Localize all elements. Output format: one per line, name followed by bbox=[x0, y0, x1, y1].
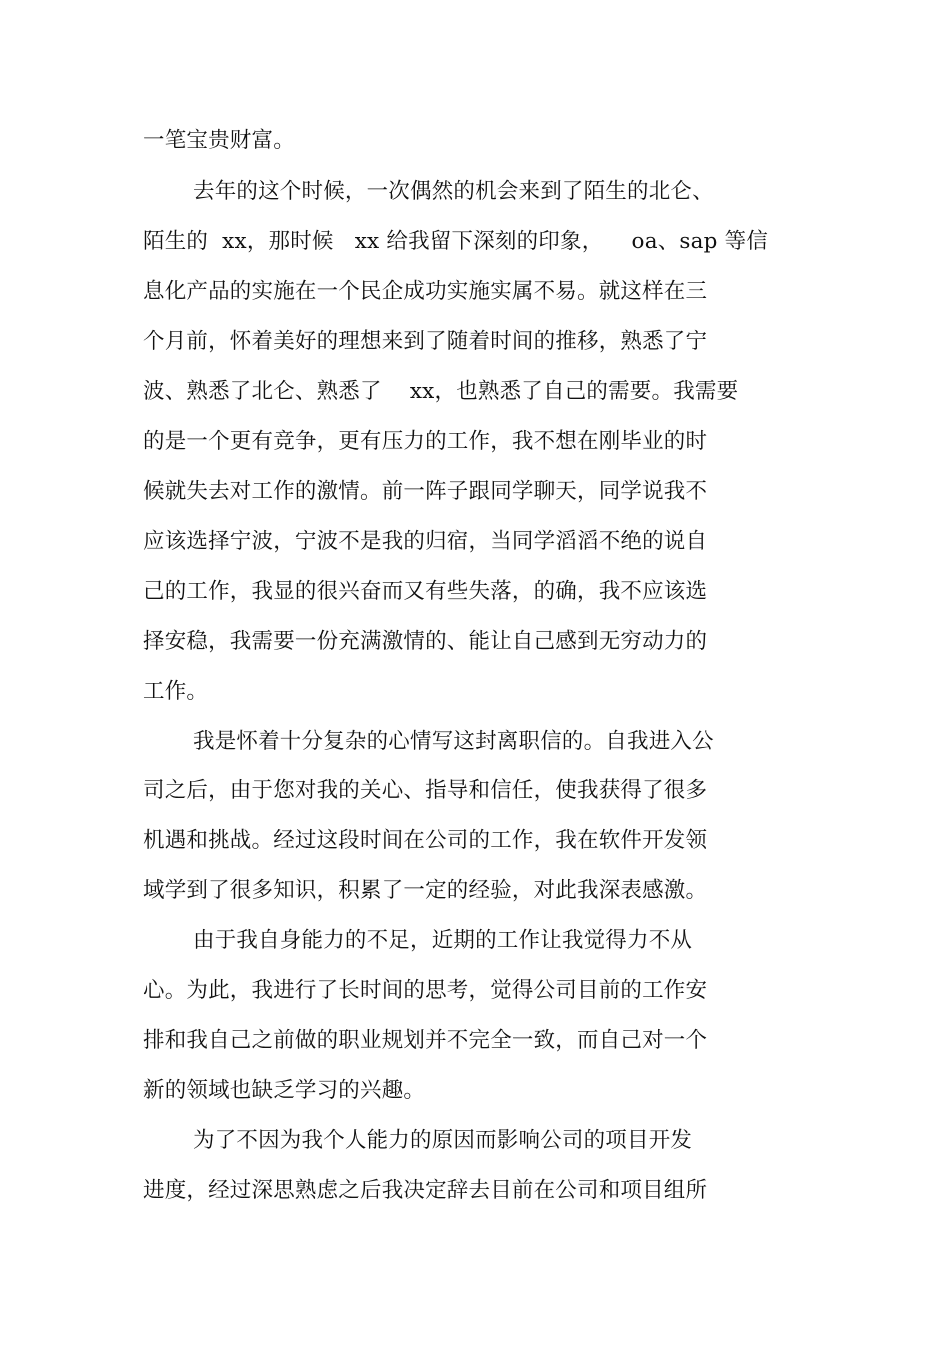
text-line: 工作。 bbox=[143, 679, 209, 704]
paragraph-start-line: 由于我自身能力的不足，近期的工作让我觉得力不从 bbox=[193, 928, 693, 953]
text-line: 心。为此，我进行了长时间的思考，觉得公司目前的工作安 bbox=[143, 978, 708, 1003]
text-line: 司之后，由于您对我的关心、指导和信任，使我获得了很多 bbox=[143, 778, 708, 803]
text-line: 己的工作，我显的很兴奋而又有些失落，的确，我不应该选 bbox=[143, 579, 708, 604]
text-line: 一笔宝贵财富。 bbox=[143, 128, 295, 153]
text-line: 新的领域也缺乏学习的兴趣。 bbox=[143, 1078, 426, 1103]
text-line: 个月前，怀着美好的理想来到了随着时间的推移，熟悉了宁 bbox=[143, 329, 708, 354]
text-line: 机遇和挑战。经过这段时间在公司的工作，我在软件开发领 bbox=[143, 828, 708, 853]
text-line: 应该选择宁波，宁波不是我的归宿，当同学滔滔不绝的说自 bbox=[143, 529, 708, 554]
text-line: 择安稳，我需要一份充满激情的、能让自己感到无穷动力的 bbox=[143, 629, 708, 654]
text-line: 的是一个更有竞争，更有压力的工作，我不想在刚毕业的时 bbox=[143, 429, 708, 454]
paragraph-start-line: 我是怀着十分复杂的心情写这封离职信的。自我进入公 bbox=[193, 729, 714, 754]
text-line: 陌生的 xx，那时候 xx 给我留下深刻的印象， oa、sap 等信 bbox=[143, 229, 769, 254]
text-line: 排和我自己之前做的职业规划并不完全一致，而自己对一个 bbox=[143, 1028, 708, 1053]
paragraph-start-line: 为了不因为我个人能力的原因而影响公司的项目开发 bbox=[193, 1128, 693, 1153]
text-line: 域学到了很多知识，积累了一定的经验，对此我深表感激。 bbox=[143, 878, 708, 903]
paragraph-start-line: 去年的这个时候，一次偶然的机会来到了陌生的北仑、 bbox=[193, 179, 714, 204]
text-line: 进度，经过深思熟虑之后我决定辞去目前在公司和项目组所 bbox=[143, 1178, 708, 1203]
text-line: 候就失去对工作的激情。前一阵子跟同学聊天，同学说我不 bbox=[143, 479, 708, 504]
text-line: 波、熟悉了北仑、熟悉了 xx，也熟悉了自己的需要。我需要 bbox=[143, 379, 739, 404]
text-line: 息化产品的实施在一个民企成功实施实属不易。就这样在三 bbox=[143, 279, 708, 304]
